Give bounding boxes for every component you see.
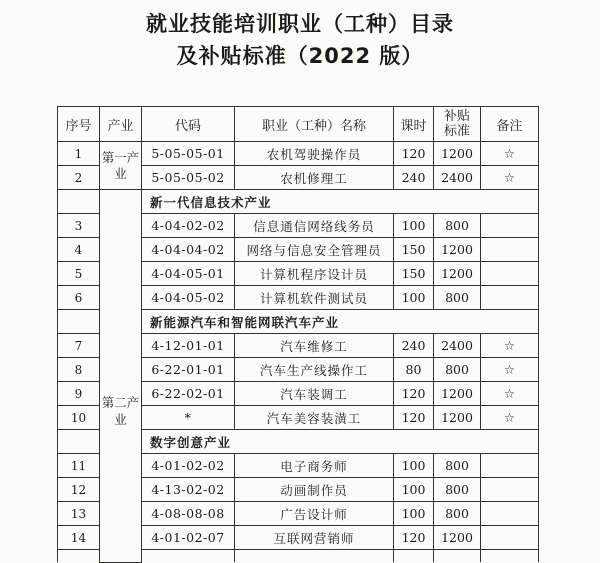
row-seq: 6 (58, 286, 100, 310)
row-subsidy: 800 (434, 286, 481, 310)
header-industry: 产业 (100, 107, 142, 142)
document-subtitle: 及补贴标准（2022 版） (176, 44, 424, 68)
row-seq: 4 (58, 238, 100, 262)
row-hours: 120 (394, 406, 434, 430)
row-seq: 9 (58, 382, 100, 406)
row-code: 5-05-05-01 (142, 142, 235, 166)
row-subsidy: 800 (434, 454, 481, 478)
row-name: 计算机软件测试员 (235, 286, 394, 310)
row-note (481, 526, 539, 550)
row-hours: 240 (394, 334, 434, 358)
document-title: 就业技能培训职业（工种）目录 (146, 12, 454, 36)
header-name: 职业（工种）名称 (235, 107, 394, 142)
row-note: ☆ (481, 166, 539, 190)
section-it: 新一代信息技术产业 (142, 190, 539, 214)
row-code: 4-04-05-02 (142, 286, 235, 310)
row-code: 6-22-02-01 (142, 382, 235, 406)
row-seq: 8 (58, 358, 100, 382)
row-subsidy: 1200 (434, 382, 481, 406)
row-subsidy: 1200 (434, 262, 481, 286)
row-hours: 100 (394, 214, 434, 238)
row-subsidy: 800 (434, 502, 481, 526)
row-code: 4-01-02-07 (142, 526, 235, 550)
row-code: 4-04-02-02 (142, 214, 235, 238)
row-name: 动画制作员 (235, 478, 394, 502)
section-seq-empty (58, 190, 100, 214)
cutoff-cell (394, 550, 434, 563)
row-subsidy: 1200 (434, 142, 481, 166)
row-name: 农机修理工 (235, 166, 394, 190)
row-name: 计算机程序设计员 (235, 262, 394, 286)
row-hours: 100 (394, 454, 434, 478)
header-hours: 课时 (394, 107, 434, 142)
row-seq: 5 (58, 262, 100, 286)
row-note (481, 454, 539, 478)
section-seq-empty (58, 430, 100, 454)
header-note: 备注 (481, 107, 539, 142)
row-name: 信息通信网络线务员 (235, 214, 394, 238)
row-subsidy: 800 (434, 214, 481, 238)
row-hours: 100 (394, 286, 434, 310)
header-seq: 序号 (58, 107, 100, 142)
row-subsidy: 1200 (434, 406, 481, 430)
industry-secondary: 第二产业 (100, 190, 142, 563)
row-code: 4-04-05-01 (142, 262, 235, 286)
row-subsidy: 800 (434, 478, 481, 502)
row-subsidy: 2400 (434, 166, 481, 190)
row-code: 6-22-01-01 (142, 358, 235, 382)
row-hours: 100 (394, 502, 434, 526)
row-subsidy: 1200 (434, 238, 481, 262)
row-name: 互联网营销师 (235, 526, 394, 550)
row-code: 5-05-05-02 (142, 166, 235, 190)
occupation-table (57, 106, 539, 563)
row-hours: 150 (394, 238, 434, 262)
cutoff-cell (481, 550, 539, 563)
row-subsidy: 1200 (434, 526, 481, 550)
header-subsidy (434, 107, 481, 142)
row-name: 汽车维修工 (235, 334, 394, 358)
row-code: 4-04-04-02 (142, 238, 235, 262)
row-hours: 120 (394, 382, 434, 406)
row-note (481, 238, 539, 262)
row-note (481, 262, 539, 286)
row-seq: 10 (58, 406, 100, 430)
row-seq: 1 (58, 142, 100, 166)
row-note: ☆ (481, 406, 539, 430)
cutoff-cell (235, 550, 394, 563)
row-note: ☆ (481, 142, 539, 166)
row-name: 广告设计师 (235, 502, 394, 526)
row-name: 农机驾驶操作员 (235, 142, 394, 166)
row-code: 4-12-01-01 (142, 334, 235, 358)
row-hours: 80 (394, 358, 434, 382)
row-note: ☆ (481, 358, 539, 382)
row-hours: 150 (394, 262, 434, 286)
row-name: 汽车生产线操作工 (235, 358, 394, 382)
row-hours: 120 (394, 142, 434, 166)
row-note: ☆ (481, 382, 539, 406)
row-code: 4-01-02-02 (142, 454, 235, 478)
header-subsidy-line2: 标准 (443, 124, 470, 139)
row-note: ☆ (481, 334, 539, 358)
row-seq: 11 (58, 454, 100, 478)
row-code: 4-13-02-02 (142, 478, 235, 502)
row-note (481, 286, 539, 310)
row-name: 网络与信息安全管理员 (235, 238, 394, 262)
section-ev: 新能源汽车和智能网联汽车产业 (142, 310, 539, 334)
row-seq: 13 (58, 502, 100, 526)
row-seq: 2 (58, 166, 100, 190)
section-seq-empty (58, 310, 100, 334)
section-row (58, 190, 539, 214)
row-name: 汽车装调工 (235, 382, 394, 406)
row-seq: 3 (58, 214, 100, 238)
row-hours: 100 (394, 478, 434, 502)
row-seq: 7 (58, 334, 100, 358)
row-seq: 14 (58, 526, 100, 550)
row-code: * (142, 406, 235, 430)
cutoff-cell (58, 550, 100, 563)
row-seq: 12 (58, 478, 100, 502)
row-subsidy: 2400 (434, 334, 481, 358)
cutoff-cell (434, 550, 481, 563)
header-row (58, 107, 539, 142)
table-row (58, 142, 539, 166)
cutoff-cell (142, 550, 235, 563)
row-subsidy: 800 (434, 358, 481, 382)
header-code: 代码 (142, 107, 235, 142)
row-note (481, 478, 539, 502)
row-hours: 120 (394, 526, 434, 550)
header-subsidy-line1: 补贴 (443, 109, 470, 124)
industry-primary: 第一产业 (100, 142, 142, 190)
row-note (481, 214, 539, 238)
row-hours: 240 (394, 166, 434, 190)
row-note (481, 502, 539, 526)
row-name: 汽车美容装潢工 (235, 406, 394, 430)
row-name: 电子商务师 (235, 454, 394, 478)
row-code: 4-08-08-08 (142, 502, 235, 526)
section-digital: 数字创意产业 (142, 430, 539, 454)
